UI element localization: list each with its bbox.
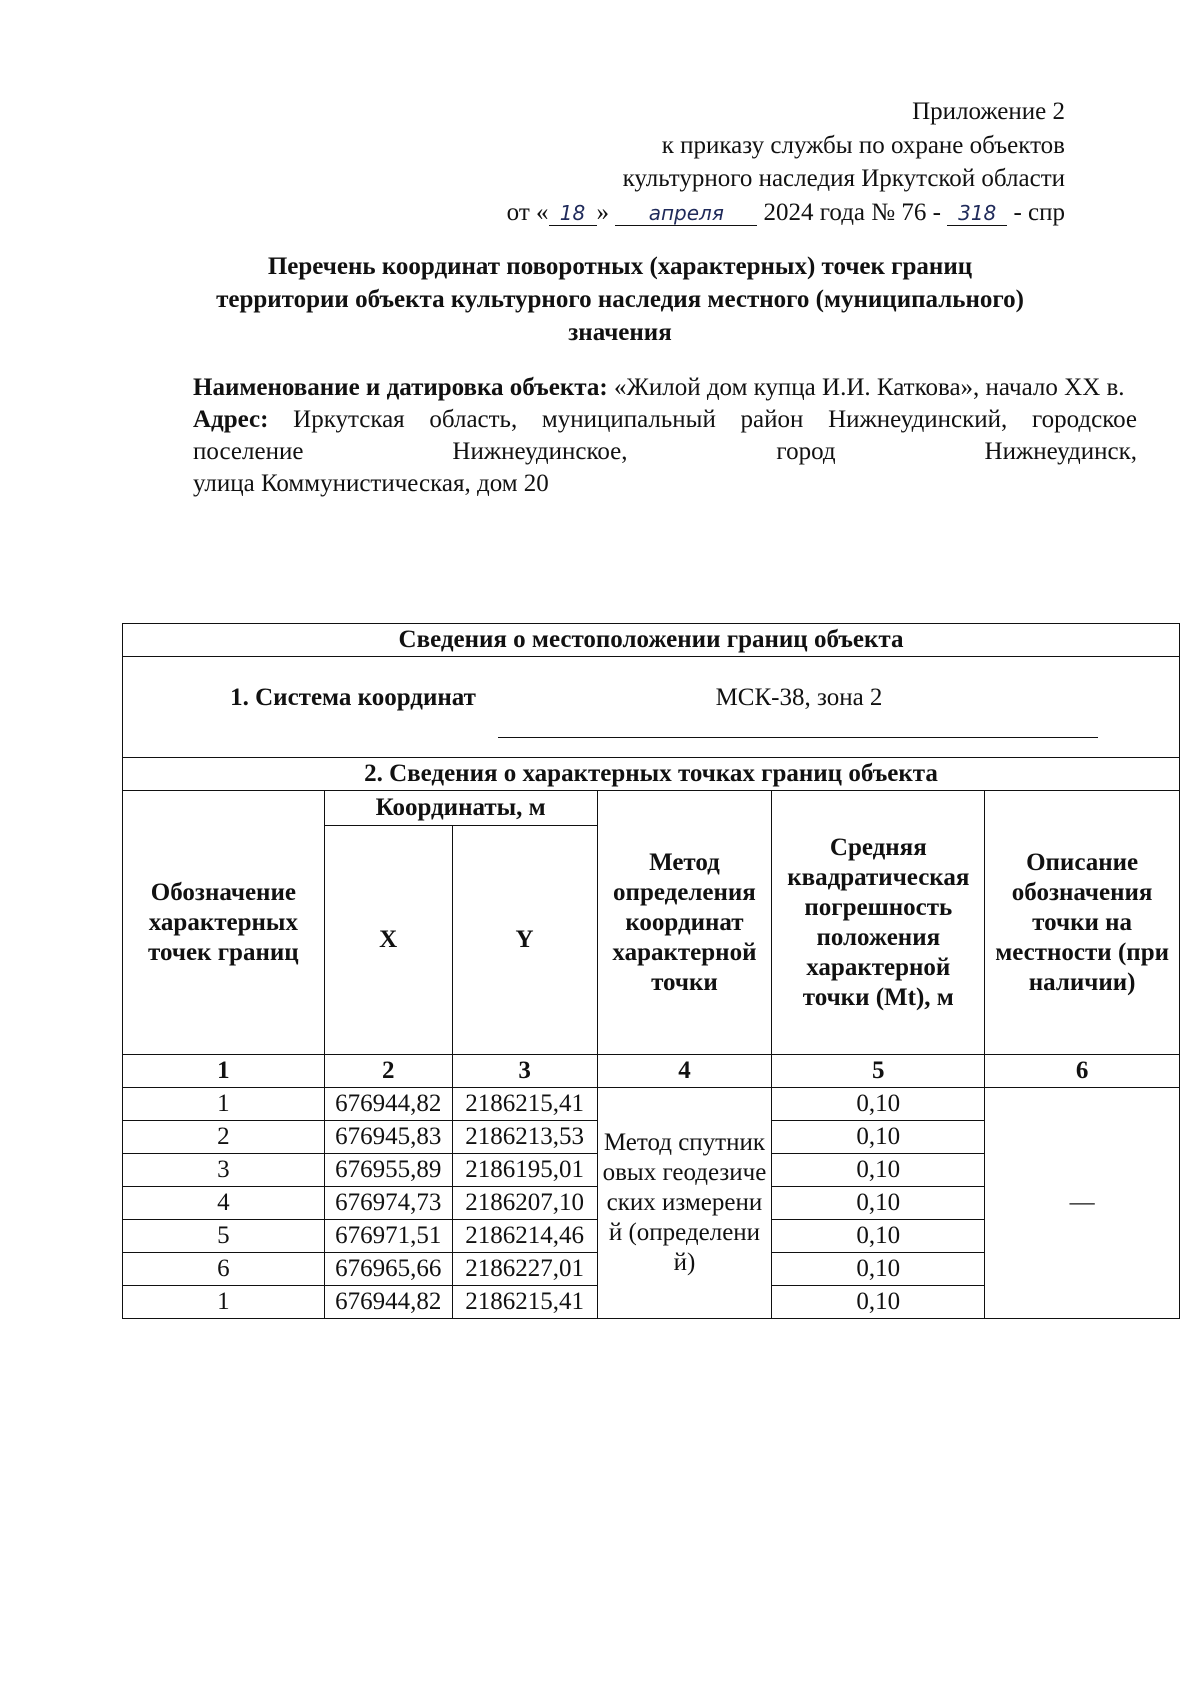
- header-x: X: [324, 826, 452, 1055]
- mt-cell: 0,10: [772, 1121, 985, 1154]
- address-value: Иркутская область, муниципальный район Нижнеудинский, городское поселение Нижнеудинское, город Нижнеудинск,: [193, 406, 1138, 465]
- table-row: [123, 1088, 1180, 1121]
- header-method: Метод определения координат характерной точки: [597, 791, 772, 1055]
- mt-cell: 0,10: [772, 1154, 985, 1187]
- x-cell: 676971,51: [324, 1220, 452, 1253]
- point-cell: 1: [123, 1286, 325, 1319]
- object-info: [193, 372, 1137, 500]
- boundary-coordinates-table: [122, 623, 1180, 1319]
- column-number: 5: [772, 1055, 985, 1088]
- title-line: значения: [568, 319, 672, 346]
- date-mid: »: [596, 198, 610, 226]
- address-street: улица Коммунистическая, дом 20: [193, 470, 549, 497]
- y-cell: 2186227,01: [452, 1253, 597, 1286]
- point-cell: 2: [123, 1121, 325, 1154]
- y-cell: 2186213,53: [452, 1121, 597, 1154]
- order-year: 2024 года № 76 -: [763, 198, 941, 226]
- description-cell: —: [985, 1088, 1180, 1319]
- y-cell: 2186207,10: [452, 1187, 597, 1220]
- point-cell: 4: [123, 1187, 325, 1220]
- mt-cell: 0,10: [772, 1253, 985, 1286]
- object-address: [193, 404, 1137, 468]
- handwritten-day: 18: [549, 201, 597, 226]
- appendix-header: [507, 95, 1065, 229]
- handwritten-month: апреля: [615, 201, 757, 226]
- header-error: Средняя квадратическая погрешность положения характерной точки (Mt), м: [772, 791, 985, 1055]
- section-title: Сведения о местоположении границ объекта: [123, 624, 1180, 657]
- address-label: Адрес:: [193, 406, 269, 433]
- coordinate-system-label: 1. Система координат: [230, 683, 476, 711]
- mt-cell: 0,10: [772, 1187, 985, 1220]
- coordinate-system-value-wrap: [498, 677, 1098, 738]
- appendix-line: Приложение 2: [912, 98, 1065, 125]
- mt-cell: 0,10: [772, 1220, 985, 1253]
- column-number: 2: [324, 1055, 452, 1088]
- point-cell: 1: [123, 1088, 325, 1121]
- date-prefix: от «: [506, 198, 549, 226]
- object-name: [193, 372, 1137, 404]
- column-number: 1: [123, 1055, 325, 1088]
- points-title: 2. Сведения о характерных точках границ объекта: [123, 758, 1180, 791]
- column-number: 6: [985, 1055, 1180, 1088]
- document-title: [180, 250, 1060, 349]
- header-coords: Координаты, м: [324, 791, 597, 826]
- title-line: территории объекта культурного наследия местного (муниципального): [216, 286, 1024, 313]
- point-cell: 6: [123, 1253, 325, 1286]
- object-name-value: «Жилой дом купца И.И. Каткова», начало XX в.: [613, 374, 1125, 401]
- appendix-line: к приказу службы по охране объектов: [661, 131, 1065, 159]
- column-number: 4: [597, 1055, 772, 1088]
- point-cell: 5: [123, 1220, 325, 1253]
- coordinate-system-value: МСК-38, зона 2: [498, 683, 1098, 738]
- header-y: Y: [452, 826, 597, 1055]
- mt-cell: 0,10: [772, 1088, 985, 1121]
- appendix-line: культурного наследия Иркутской области: [622, 165, 1065, 192]
- handwritten-order-number: 318: [947, 201, 1007, 226]
- y-cell: 2186195,01: [452, 1154, 597, 1187]
- x-cell: 676955,89: [324, 1154, 452, 1187]
- header-point: Обозначение характерных точек границ: [123, 791, 325, 1055]
- point-cell: 3: [123, 1154, 325, 1187]
- y-cell: 2186215,41: [452, 1286, 597, 1319]
- column-number: 3: [452, 1055, 597, 1088]
- x-cell: 676944,82: [324, 1286, 452, 1319]
- method-cell: Метод спутниковых геодезических измерений (определений): [597, 1088, 772, 1319]
- coordinate-system-cell: [123, 657, 1180, 758]
- y-cell: 2186215,41: [452, 1088, 597, 1121]
- x-cell: 676945,83: [324, 1121, 452, 1154]
- y-cell: 2186214,46: [452, 1220, 597, 1253]
- title-line: Перечень координат поворотных (характерных) точек границ: [267, 253, 973, 280]
- x-cell: 676965,66: [324, 1253, 452, 1286]
- x-cell: 676944,82: [324, 1088, 452, 1121]
- header-description: Описание обозначения точки на местности (при наличии): [985, 791, 1180, 1055]
- mt-cell: 0,10: [772, 1286, 985, 1319]
- x-cell: 676974,73: [324, 1187, 452, 1220]
- object-name-label: Наименование и датировка объекта:: [193, 374, 608, 401]
- order-suffix: - спр: [1013, 198, 1065, 226]
- order-date-line: [507, 196, 1065, 230]
